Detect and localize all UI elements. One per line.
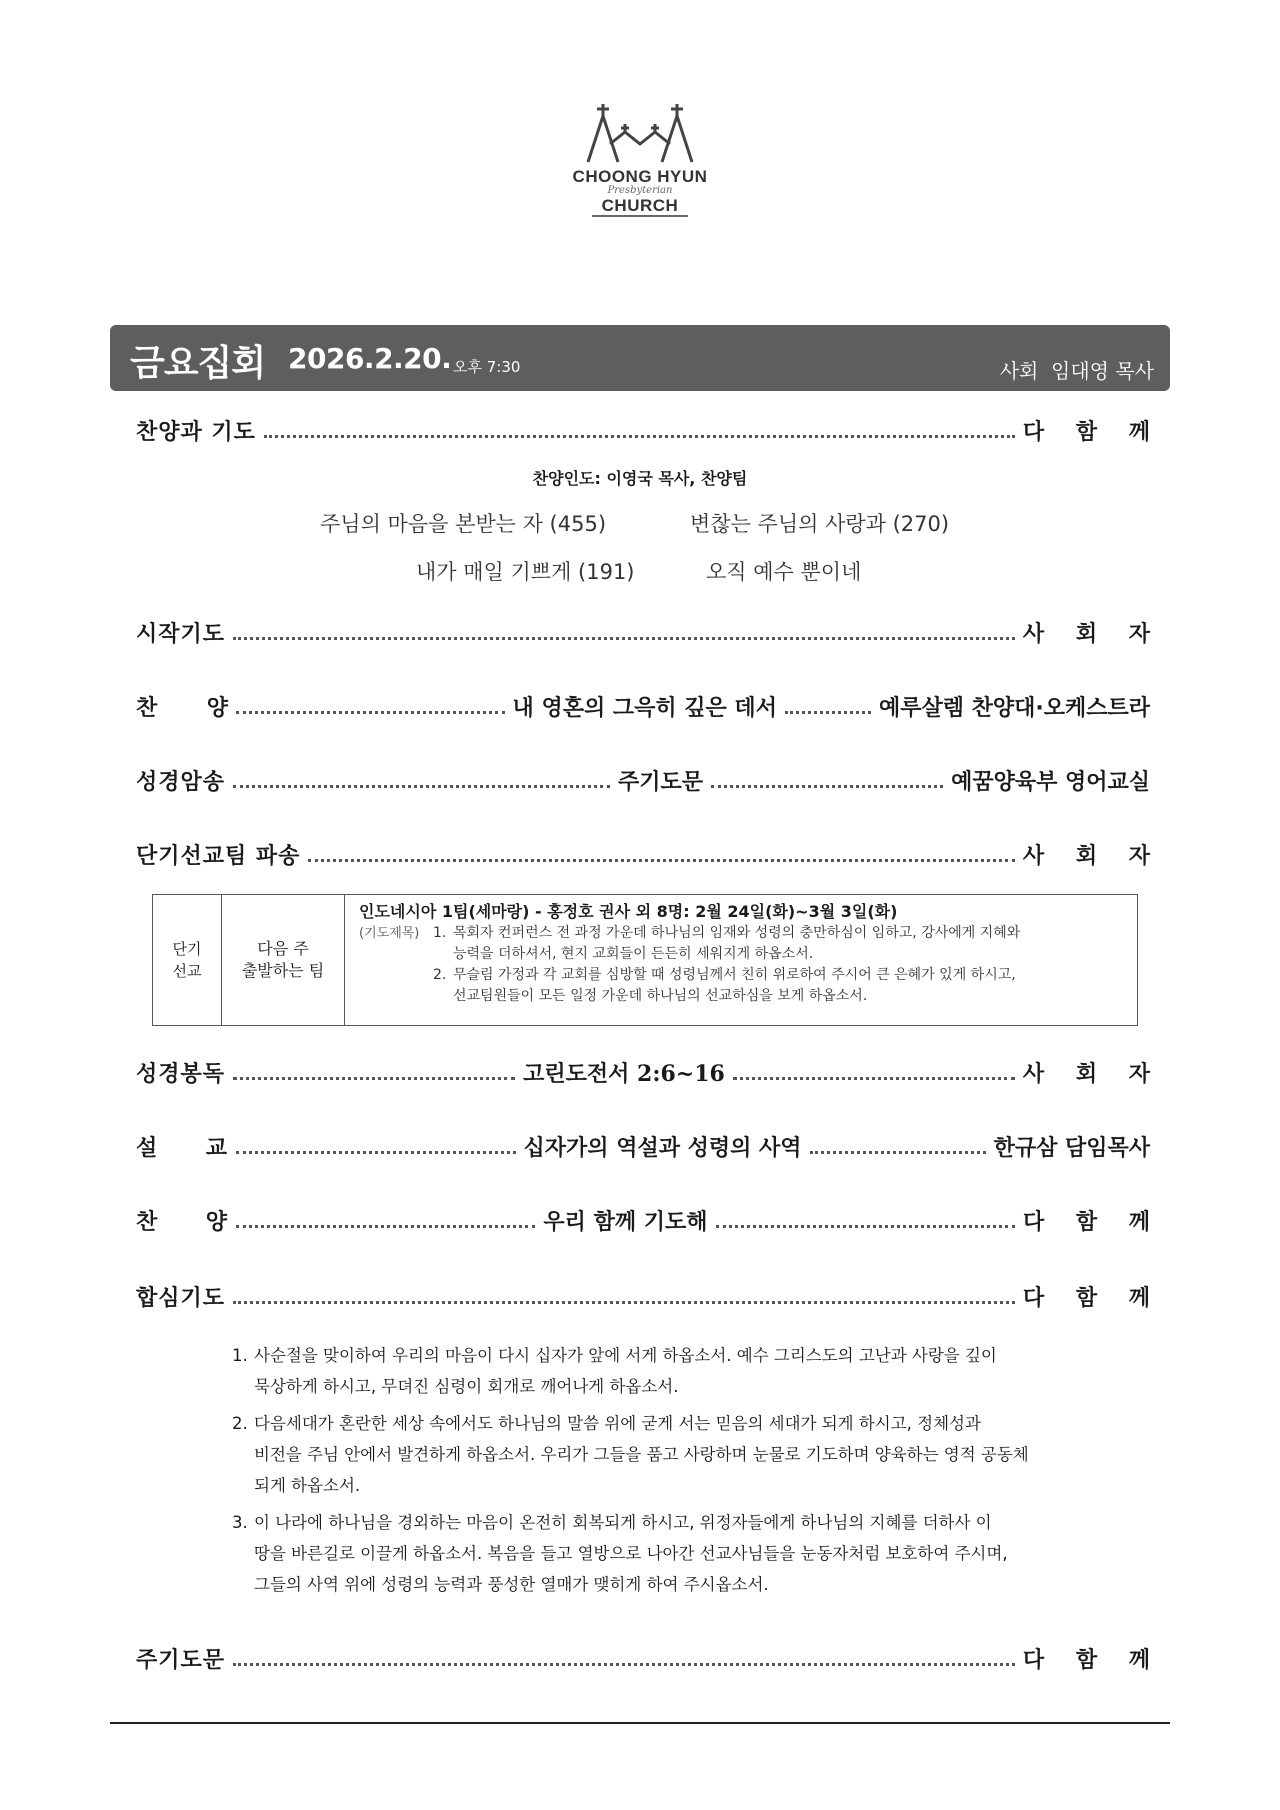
song-item: 주님의 마음을 본받는 자 (455) [320,512,607,536]
prayer-item [232,1340,1092,1402]
order-item-name: 성경암송 [136,770,226,795]
order-item-name: 설 교 [136,1136,228,1161]
order-item-title: 고린도전서 2:6~16 [523,1061,725,1087]
bottom-divider [110,1722,1170,1724]
order-row-unison-prayer [136,1278,1162,1312]
mission-team-table [152,894,1138,1026]
mission-team-label-cell [222,895,345,1025]
mission-prayer-item [433,965,1127,1007]
mission-prayer-number: 1. [433,925,447,941]
order-item-name: 시작기도 [136,622,226,647]
order-item-leader: 다 함 께 [1022,1648,1162,1673]
prayer-line: 땅을 바른길로 이끌게 하옵소서. 복음을 들고 열방으로 나아간 선교사님들을 눈동자처럼 보호하여 주시며, [254,1544,1008,1563]
order-item-title: 내 영혼의 그윽히 깊은 데서 [512,696,777,721]
church-logo [560,104,720,234]
order-row-hymn [136,1202,1163,1236]
prayer-number: 2. [232,1414,248,1433]
mission-prayer-line: 능력을 더하셔서, 현지 교회들이 든든히 세워지게 하옵소서. [453,946,814,962]
prayer-line: 그들의 사역 위에 성령의 능력과 풍성한 열매가 맺히게 하여 주시옵소서. [254,1575,769,1594]
order-row-recitation [136,762,1150,796]
order-item-name: 찬 양 [136,1210,228,1235]
prayer-line: 되게 하옵소서. [254,1476,361,1495]
leader-dots [236,1225,535,1228]
song-item: 오직 예수 뿐이네 [706,560,862,584]
order-item-leader: 한규삼 담임목사 [993,1136,1150,1161]
leader-dots [264,435,1015,438]
mission-team-label-line: 출발하는 팀 [241,961,325,980]
order-item-leader: 다 함 께 [1022,1210,1163,1235]
praise-leader: 찬양인도: 이영국 목사, 찬양팀 [532,469,748,488]
order-item-name: 찬 양 [136,696,228,721]
leader-dots [733,1077,1015,1080]
leader-dots [716,1225,1015,1228]
order-item-title: 십자가의 역설과 성령의 사역 [523,1136,802,1161]
order-item-title: 우리 함께 기도해 [543,1210,708,1235]
mission-category-line: 선교 [172,962,202,980]
order-row-anthem [136,688,1150,722]
order-item-leader: 사 회 자 [1022,844,1162,869]
order-item-leader: 사 회 자 [1022,622,1162,647]
song-item: 내가 매일 기쁘게 (191) [416,560,635,584]
order-row-sermon [136,1128,1150,1162]
leader-dots [233,1663,1015,1666]
order-row-praise [136,412,1162,446]
order-item-name: 찬양과 기도 [136,420,256,445]
prayer-line: 다음세대가 혼란한 세상 속에서도 하나님의 말씀 위에 굳게 서는 믿음의 세대가 되게 하시고, 정체성과 [254,1414,981,1433]
order-item-leader: 다 함 께 [1022,420,1162,445]
mission-team-info: 인도네시아 1팀(세마랑) - 홍정호 권사 외 8명: 2월 24일(화)~3월 3일(화) [359,902,898,921]
logo-line-2: Presbyterian [607,185,673,196]
order-row-lords-prayer [136,1640,1162,1674]
order-row-reading [136,1054,1162,1088]
mission-prayer-line: 목회자 컨퍼런스 전 과정 가운데 하나님의 임재와 성령의 충만하심이 임하고, 강사에게 지혜와 [453,925,1021,941]
prayer-list [232,1340,1092,1606]
order-item-name: 단기선교팀 파송 [136,844,301,869]
service-header-bar [110,325,1170,391]
service-leader: 사회 임대영 목사 [999,359,1154,383]
prayer-item [232,1408,1092,1501]
mission-prayer-number: 2. [433,967,447,983]
order-item-leader: 사 회 자 [1022,1062,1162,1087]
mission-team-label-line: 다음 주 [257,939,309,958]
leader-dots [236,711,505,714]
order-item-name: 주기도문 [136,1648,226,1673]
mission-prayer-tag: (기도제목) [359,926,420,941]
logo-line-1: CHOONG HYUN [572,167,708,186]
logo-line-3: CHURCH [592,197,689,217]
leader-dots [233,1077,515,1080]
service-time: 오후 7:30 [453,358,521,376]
order-item-leader: 예루살렘 찬양대·오케스트라 [878,696,1150,721]
mission-category-line: 단기 [172,940,202,958]
prayer-line: 이 나라에 하나님을 경외하는 마음이 온전히 회복되게 하시고, 위정자들에게 하나님의 지혜를 더하사 이 [254,1513,992,1532]
song-item: 변찮는 주님의 사랑과 (270) [690,512,950,536]
order-row-sending [136,836,1162,870]
order-row-opening-prayer [136,614,1162,648]
service-title: 금요집회 [130,343,266,384]
mission-prayer-item [433,923,1127,965]
prayer-line: 사순절을 맞이하여 우리의 마음이 다시 십자가 앞에 서게 하옵소서. 예수 그리스도의 고난과 사랑을 깊이 [254,1346,997,1365]
leader-dots [233,1301,1015,1304]
prayer-line: 묵상하게 하시고, 무뎌진 심령이 회개로 깨어나게 하옵소서. [254,1377,679,1396]
prayer-number: 3. [232,1513,248,1532]
prayer-line: 비전을 주님 안에서 발견하게 하옵소서. 우리가 그들을 품고 사랑하며 눈물로 기도하며 양육하는 영적 공동체 [254,1445,1029,1464]
order-item-title: 주기도문 [618,770,704,795]
leader-dots [233,637,1015,640]
prayer-item [232,1507,1092,1600]
leader-dots [233,785,610,788]
mission-prayer-list [359,923,1127,1007]
leader-dots [810,1151,986,1154]
mission-detail-cell [345,895,1137,1025]
leader-dots [236,1151,516,1154]
order-item-name: 성경봉독 [136,1062,226,1087]
order-item-name: 합심기도 [136,1286,226,1311]
church-towers-icon [580,104,700,164]
order-item-leader: 다 함 께 [1022,1286,1162,1311]
order-item-leader: 예꿈양육부 영어교실 [951,770,1150,795]
mission-prayer-line: 무슬림 가정과 각 교회를 심방할 때 성령님께서 친히 위로하여 주시어 큰 은혜가 있게 하시고, [453,967,1016,983]
service-date: 2026.2.20. [288,342,452,375]
mission-category-cell [153,895,222,1025]
leader-dots [308,859,1014,862]
mission-prayer-line: 선교팀원들이 모든 일정 가운데 하나님의 선교하심을 보게 하옵소서. [453,988,868,1004]
leader-dots [785,711,871,714]
leader-dots [711,785,943,788]
prayer-number: 1. [232,1346,248,1365]
